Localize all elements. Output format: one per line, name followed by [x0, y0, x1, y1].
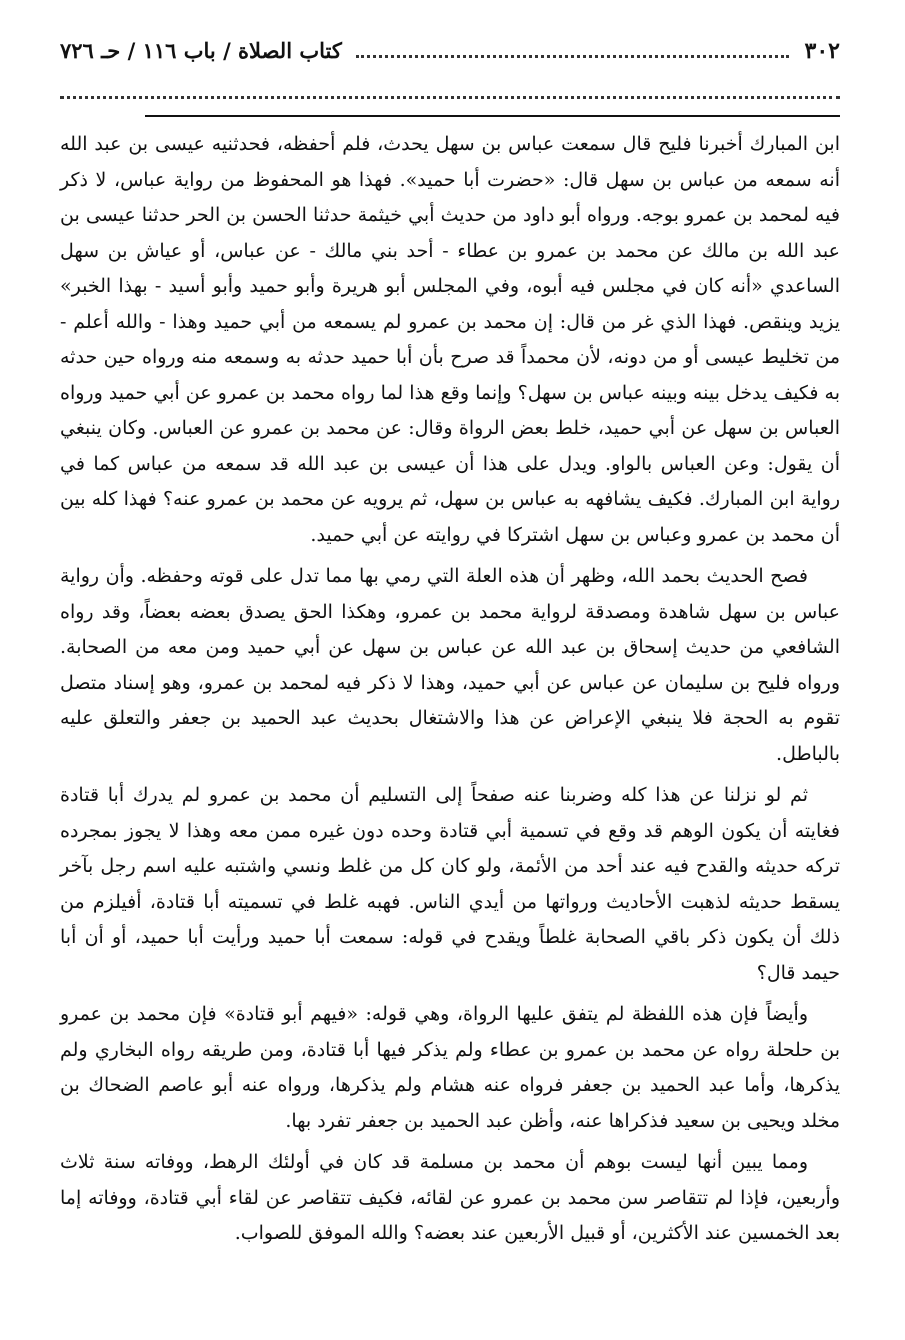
paragraph-3: ثم لو نزلنا عن هذا كله وضربنا عنه صفحاً إلى التسليم أن محمد بن عمرو لم يدرك أبا قتادة فغايته أن يكون الوهم قد وقع في تسمية أبي قتادة وحده دون غيره ممن معه وهذا لا يجوز بمجرده تركه حديثه والقدح فيه عند أحد من الأئمة، ولو كان كل من غلط ونسي واشتبه عليه اسم رجل بآخر يسقط حديثه لذهبت الأحاديث ورواتها من أيدي الناس. فهبه غلط في تسميته أبا قتادة، أفيلزم من ذلك أن يكون ذكر باقي الصحابة غلطاً ويقدح في قوله: سمعت أبا حميد ورأيت أبا حميد، أو أن أبا حيمد قال؟: [60, 784, 840, 984]
paragraph-4: وأيضاً فإن هذه اللفظة لم يتفق عليها الرواة، وهي قوله: «فيهم أبو قتادة» فإن محمد بن عمرو بن حلحلة رواه عن محمد بن عمرو بن عطاء ولم يذكر فيها أبا قتادة، ومن طريقه رواه البخاري ولم يذكرها، وأما عبد الحميد بن جعفر فرواه عنه هشام ولم يذكرها، ورواه عنه أبو عاصم الضحاك بن مخلد ويحيى بن سعيد فذكراها عنه، وأظن عبد الحميد بن جعفر تفرد بها.: [60, 1003, 840, 1132]
header-solid-rule: [145, 115, 840, 117]
paragraph-5: ومما يبين أنها ليست بوهم أن محمد بن مسلمة قد كان في أولئك الرهط، ووفاته سنة ثلاث وأربعين، فإذا لم تتقاصر سن محمد بن عمرو عن لقائه، فكيف تتقاصر عن لقاء أبي قتادة، ووفاته إما بعد الخمسين عند الأكثرين، أو قبيل الأربعين عند بعضه؟ والله الموفق للصواب.: [60, 1151, 840, 1244]
paragraph-2: فصح الحديث بحمد الله، وظهر أن هذه العلة التي رمي بها مما تدل على قوته وحفظه. وأن رواية عباس بن سهل شاهدة ومصدقة لرواية محمد بن عمرو، وهكذا الحق يصدق بعضه بعضاً، وقد رواه الشافعي من حديث إسحاق بن عبد الله عن عباس بن سهل عن أبي حميد ومن معه من الصحابة. ورواه فليح بن سليمان عن عباس عن أبي حميد، وهذا لا ذكر فيه لمحمد بن عمرو، وهو إسناد متصل تقوم به الحجة فلا ينبغي الإعراض عن هذا والاشتغال بحديث عبد الحميد بن جعفر والتعلق عليه بالباطل.: [60, 565, 840, 765]
book-page: [60, 38, 840, 1252]
body-text: [60, 127, 840, 1252]
header-dotted-rule: [60, 96, 840, 99]
page-number: ٣٠٢: [804, 38, 840, 64]
header-leader-dots: [356, 55, 789, 58]
paragraph-1: ابن المبارك أخبرنا فليح قال سمعت عباس بن سهل يحدث، فلم أحفظه، فحدثنيه عيسى بن عبد الله أنه سمعه من عباس بن سهل قال: «حضرت أبا حميد». فهذا هو المحفوظ من رواية عباس، لا ذكر فيه لمحمد بن عمرو بوجه. ورواه أبو داود من حديث أبي خيثمة حدثنا الحسن بن الحر حدثنا عيسى بن عبد الله بن مالك عن محمد بن عمرو بن عطاء - أحد بني مالك - عن عباس، أو عياش بن سهل الساعدي «أنه كان في مجلس فيه أبوه، وفي المجلس أبو هريرة وأبو حميد وأبو أسيد - بهذا الخبر» يزيد وينقص. فهذا الذي غر من قال: إن محمد بن عمرو لم يسمعه من أبي حميد وهذا - والله أعلم - من تخليط عيسى أو من دونه، لأن محمداً قد صرح بأن أبا حميد حدثه به وسمعه منه ورواه حين حدثه به فكيف يدخل بينه وبينه عباس بن سهل؟ وإنما وقع هذا لما رواه محمد بن عمرو عن أبي حميد ورواه العباس بن سهل عن أبي حميد، خلط بعض الرواة وقال: عن محمد بن عمرو عن العباس. وكان ينبغي أن يقول: وعن العباس بالواو. ويدل على هذا أن عيسى بن عبد الله قد سمعه من عباس كما في رواية ابن المبارك. فكيف يشافهه به عباس بن سهل، ثم يرويه عن محمد بن عمرو عنه؟ فهذا كله بين أن محمد بن عمرو وعباس بن سهل اشتركا في روايته عن أبي حميد.: [60, 133, 840, 546]
running-header: [60, 38, 840, 82]
header-title: كتاب الصلاة / باب ١١٦ / حـ ٧٢٦: [60, 38, 342, 63]
